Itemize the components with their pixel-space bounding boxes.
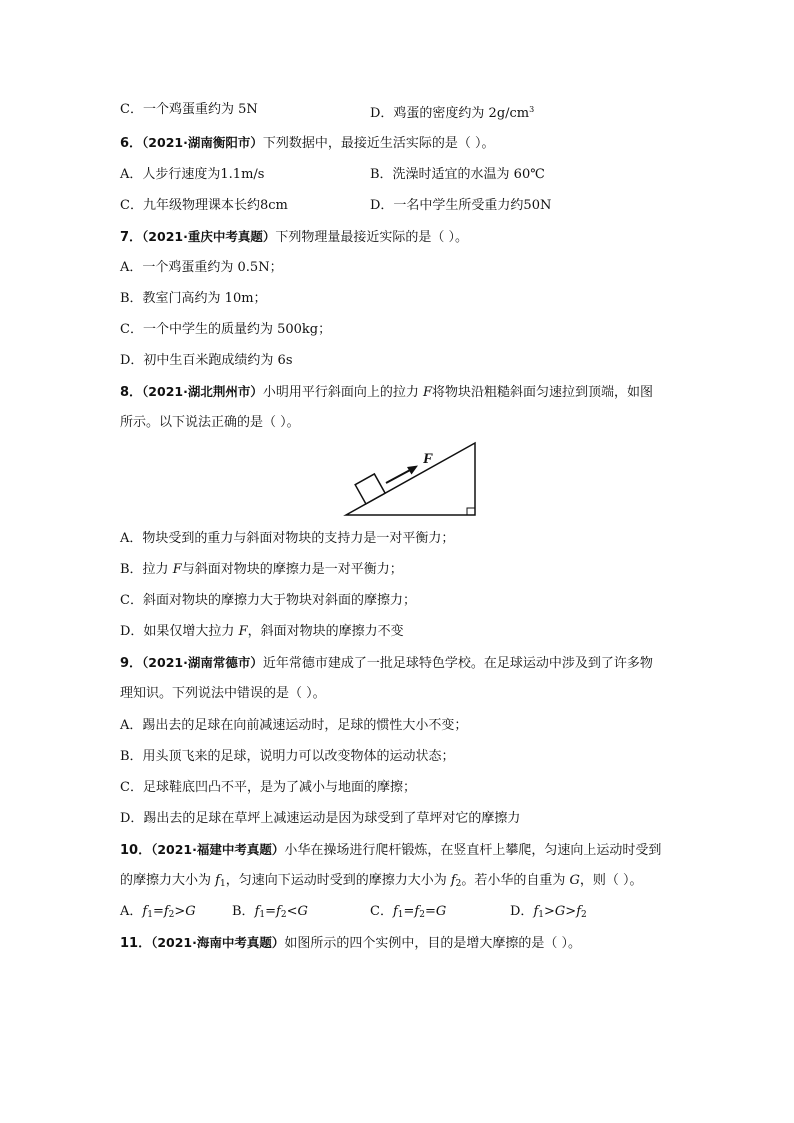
- q10-sub-2: 2: [168, 910, 175, 920]
- q9-stem-line1: [120, 653, 653, 674]
- q9-option-b: B．用头顶飞来的足球，说明力可以改变物体的运动状态；: [120, 749, 455, 764]
- q8-stem-part2: 将物块沿粗糙斜面匀速拉到顶端，如图: [432, 385, 654, 400]
- force-label: F: [423, 451, 434, 467]
- q10-stem-line1: [120, 840, 661, 861]
- q10-g-symbol: G: [435, 904, 447, 919]
- q10-g-symbol: G: [554, 904, 566, 919]
- q8-number: 8．: [120, 385, 143, 400]
- q7-source: （2021·重庆中考真题）: [142, 229, 276, 244]
- q10-f-symbol: f: [254, 904, 260, 919]
- q10-option-d: [510, 902, 587, 925]
- q8-option-a: A．物块受到的重力与斜面对物块的支持力是一对平衡力；: [120, 531, 455, 546]
- q10-option-a: [120, 902, 196, 925]
- q10-f-symbol: f: [142, 904, 148, 919]
- q8-option-b-part1: B．拉力: [120, 562, 173, 577]
- incline-figure: [340, 437, 480, 521]
- q7-option-c: C．一个中学生的质量约为 500kg；: [120, 322, 332, 337]
- q6-option-c: C．九年级物理课本长约8cm: [120, 198, 288, 213]
- q10-sub-2: 2: [280, 910, 287, 920]
- q10-stem-part1: 小华在操场进行爬杆锻炼，在竖直杆上攀爬，匀速向上运动时受到: [284, 843, 662, 858]
- q6-option-b: B．洗澡时适宜的水温为 60℃: [370, 167, 545, 182]
- q10-number: 10．: [120, 843, 152, 858]
- q10-stem-line2: [120, 871, 643, 894]
- q10-op: =: [403, 904, 415, 919]
- q10-stem-part5: ，则（ ）。: [579, 873, 643, 888]
- q10-stem-part3: ，匀速向下运动时受到的摩擦力大小为: [225, 873, 451, 888]
- q9-source: （2021·湖南常德市）: [142, 655, 263, 670]
- q6-stem: [120, 133, 494, 154]
- q10-f-symbol: f: [576, 904, 581, 919]
- q7-option-d: D．初中生百米跑成绩约为 6s: [120, 353, 293, 368]
- q6-option-a: A．人步行速度为1.1m/s: [120, 167, 265, 182]
- q9-option-a: A．踢出去的足球在向前减速运动时，足球的惯性大小不变；: [120, 718, 468, 733]
- q10-f-symbol: f: [163, 904, 169, 919]
- q8-stem-line2: 所示。以下说法正确的是（ ）。: [120, 415, 300, 430]
- q10-option-d-label: D．: [510, 904, 534, 919]
- q8-option-b-part2: 与斜面对物块的摩擦力是一对平衡力；: [181, 562, 403, 577]
- q10-sub-1: 1: [538, 910, 544, 920]
- q8-option-c: C．斜面对物块的摩擦力大于物块对斜面的摩擦力；: [120, 593, 416, 608]
- q8-option-d: [120, 622, 404, 642]
- q10-f-symbol: f: [392, 904, 398, 919]
- q10-option-b-label: B．: [232, 904, 255, 919]
- q10-op: >: [565, 904, 577, 919]
- q8-source: （2021·湖北荆州市）: [142, 384, 263, 399]
- block: [355, 474, 385, 504]
- q7-number: 7．: [120, 230, 143, 245]
- q10-g-symbol: G: [185, 904, 196, 919]
- q11-number: 11．: [120, 936, 152, 951]
- q10-sub-1: 1: [397, 910, 404, 920]
- q7-option-b: B．教室门高约为 10m；: [120, 291, 267, 306]
- q10-sub-2: 2: [455, 879, 462, 889]
- q9-stem-part1: 近年常德市建成了一批足球特色学校。在足球运动中涉及到了许多物: [262, 656, 653, 671]
- q10-f-symbol: f: [215, 873, 220, 888]
- q7-option-a: A．一个鸡蛋重约为 0.5N；: [120, 260, 283, 275]
- q10-option-a-label: A．: [120, 904, 143, 919]
- right-angle-mark: [467, 508, 475, 515]
- q7-question: 下列物理量最接近实际的是（ ）。: [275, 230, 468, 245]
- q10-sub-2: 2: [581, 910, 587, 920]
- q10-stem-part2: 的摩擦力大小为: [120, 873, 216, 888]
- q10-sub-1: 1: [219, 879, 226, 889]
- q10-f-symbol: f: [533, 904, 539, 919]
- q10-sub-1: 1: [259, 910, 266, 920]
- q10-option-c: [370, 902, 446, 925]
- q10-op: =: [424, 904, 436, 919]
- q10-option-b: [232, 902, 308, 925]
- q9-number: 9．: [120, 656, 143, 671]
- q5-option-d-text: D．鸡蛋的密度约为 2g/cm: [370, 106, 530, 121]
- q8-option-b-force: F: [172, 562, 182, 577]
- q8-stem-part1: 小明用平行斜面向上的拉力: [262, 385, 423, 400]
- q8-option-d-part2: ，斜面对物块的摩擦力不变: [247, 624, 404, 639]
- q5-option-d-sup: 3: [529, 105, 535, 114]
- q11-question: 如图所示的四个实例中，目的是增大摩擦的是（ ）。: [284, 936, 582, 951]
- q10-f-symbol: f: [276, 904, 281, 919]
- q10-op: >: [543, 904, 555, 919]
- q10-op: <: [286, 904, 298, 919]
- q6-number: 6．: [120, 136, 143, 151]
- q10-op: =: [152, 904, 164, 919]
- q9-option-d: D．踢出去的足球在草坪上减速运动是因为球受到了草坪对它的摩擦力: [120, 811, 521, 826]
- q10-source: （2021·福建中考真题）: [151, 842, 285, 857]
- q10-g-symbol: G: [569, 873, 580, 888]
- q10-op: >: [174, 904, 186, 919]
- q5-option-c: C．一个鸡蛋重约为 5N: [120, 102, 258, 117]
- q10-option-c-label: C．: [370, 904, 393, 919]
- q8-stem-line1: [120, 382, 653, 403]
- q10-stem-part4: 。若小华的自重为: [461, 873, 570, 888]
- q7-stem: [120, 227, 468, 248]
- q11-source: （2021·海南中考真题）: [151, 935, 285, 950]
- q10-sub-1: 1: [147, 910, 153, 920]
- q9-stem-line2: 理知识。下列说法中错误的是（ ）。: [120, 686, 326, 701]
- q8-option-b: [120, 560, 403, 580]
- q10-op: =: [265, 904, 277, 919]
- q10-g-symbol: G: [297, 904, 308, 919]
- q8-force-symbol: F: [422, 385, 433, 400]
- q5-option-d: [370, 100, 534, 124]
- q6-source: （2021·湖南衡阳市）: [142, 135, 263, 150]
- q8-option-d-part1: D．如果仅增大拉力: [120, 624, 239, 639]
- q9-option-c: C．足球鞋底凹凸不平，是为了减小与地面的摩擦；: [120, 780, 416, 795]
- q6-option-d: D．一名中学生所受重力约50N: [370, 198, 552, 213]
- q6-question: 下列数据中，最接近生活实际的是（ ）。: [262, 136, 495, 151]
- q10-f-symbol: f: [450, 873, 456, 888]
- q10-f-symbol: f: [414, 904, 420, 919]
- q10-sub-2: 2: [419, 910, 425, 920]
- q8-option-d-force: F: [238, 624, 248, 639]
- q11-stem: [120, 933, 581, 954]
